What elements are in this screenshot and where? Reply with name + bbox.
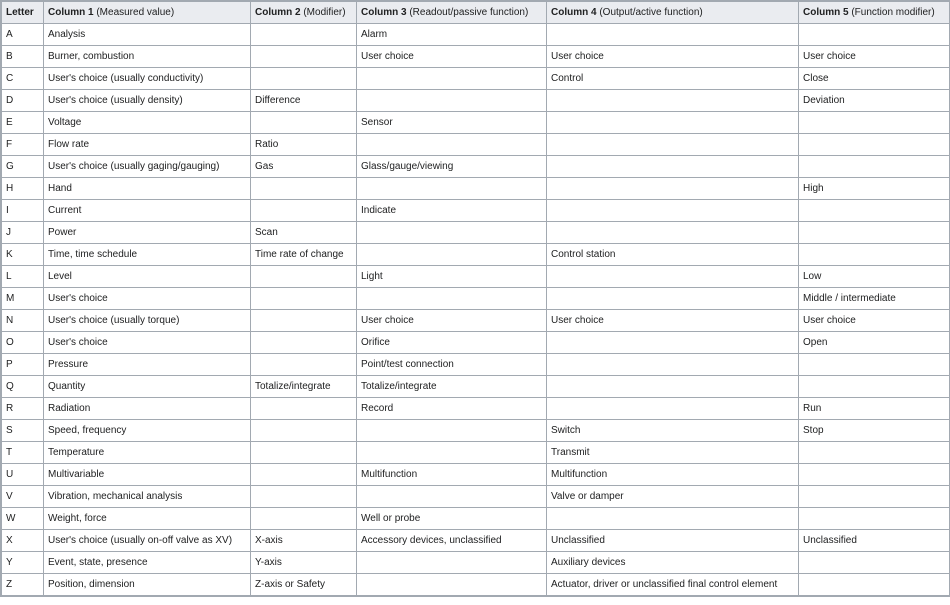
cell-readout-function xyxy=(357,68,547,90)
cell-modifier: Time rate of change xyxy=(251,244,357,266)
cell-measured-value: Weight, force xyxy=(44,508,251,530)
cell-function-modifier: User choice xyxy=(799,310,950,332)
cell-function-modifier xyxy=(799,244,950,266)
cell-function-modifier xyxy=(799,354,950,376)
cell-readout-function: Sensor xyxy=(357,112,547,134)
cell-modifier xyxy=(251,178,357,200)
cell-measured-value: Burner, combustion xyxy=(44,46,251,68)
cell-modifier xyxy=(251,442,357,464)
cell-measured-value: User's choice (usually on-off valve as XV) xyxy=(44,530,251,552)
table-row xyxy=(2,332,950,354)
cell-modifier xyxy=(251,200,357,222)
table-row xyxy=(2,112,950,134)
cell-function-modifier: Close xyxy=(799,68,950,90)
cell-modifier: X-axis xyxy=(251,530,357,552)
cell-letter: W xyxy=(2,508,44,530)
cell-function-modifier: High xyxy=(799,178,950,200)
table-row xyxy=(2,178,950,200)
cell-output-function: Unclassified xyxy=(547,530,799,552)
table-row xyxy=(2,156,950,178)
header-column-1[interactable]: Column 1 (Measured value) xyxy=(44,2,251,24)
cell-output-function xyxy=(547,376,799,398)
cell-function-modifier xyxy=(799,508,950,530)
cell-measured-value: Analysis xyxy=(44,24,251,46)
cell-letter: E xyxy=(2,112,44,134)
cell-readout-function: User choice xyxy=(357,46,547,68)
cell-output-function xyxy=(547,332,799,354)
header-column-4[interactable]: Column 4 (Output/active function) xyxy=(547,2,799,24)
cell-measured-value: Level xyxy=(44,266,251,288)
cell-readout-function: Record xyxy=(357,398,547,420)
cell-letter: G xyxy=(2,156,44,178)
cell-function-modifier xyxy=(799,552,950,574)
cell-readout-function: Well or probe xyxy=(357,508,547,530)
cell-measured-value: User's choice (usually torque) xyxy=(44,310,251,332)
cell-readout-function: Alarm xyxy=(357,24,547,46)
cell-readout-function: Totalize/integrate xyxy=(357,376,547,398)
cell-readout-function xyxy=(357,288,547,310)
table-row xyxy=(2,310,950,332)
cell-output-function xyxy=(547,288,799,310)
cell-function-modifier xyxy=(799,200,950,222)
cell-readout-function: Accessory devices, unclassified xyxy=(357,530,547,552)
cell-letter: N xyxy=(2,310,44,332)
cell-letter: J xyxy=(2,222,44,244)
cell-readout-function xyxy=(357,222,547,244)
table-row xyxy=(2,398,950,420)
cell-measured-value: Quantity xyxy=(44,376,251,398)
table-row xyxy=(2,134,950,156)
cell-function-modifier xyxy=(799,222,950,244)
cell-output-function: Valve or damper xyxy=(547,486,799,508)
cell-measured-value: Flow rate xyxy=(44,134,251,156)
cell-letter: K xyxy=(2,244,44,266)
table-row xyxy=(2,244,950,266)
table-row xyxy=(2,574,950,596)
cell-output-function: Auxiliary devices xyxy=(547,552,799,574)
cell-measured-value: User's choice (usually gaging/gauging) xyxy=(44,156,251,178)
cell-letter: X xyxy=(2,530,44,552)
cell-modifier xyxy=(251,68,357,90)
cell-function-modifier xyxy=(799,134,950,156)
cell-letter: L xyxy=(2,266,44,288)
table-row xyxy=(2,486,950,508)
cell-letter: C xyxy=(2,68,44,90)
cell-output-function: Multifunction xyxy=(547,464,799,486)
cell-measured-value: Position, dimension xyxy=(44,574,251,596)
cell-output-function xyxy=(547,222,799,244)
cell-letter: Z xyxy=(2,574,44,596)
cell-readout-function: Indicate xyxy=(357,200,547,222)
cell-letter: R xyxy=(2,398,44,420)
cell-output-function xyxy=(547,24,799,46)
cell-function-modifier xyxy=(799,112,950,134)
cell-function-modifier xyxy=(799,156,950,178)
table-row xyxy=(2,90,950,112)
table-row xyxy=(2,354,950,376)
cell-letter: I xyxy=(2,200,44,222)
cell-readout-function: User choice xyxy=(357,310,547,332)
cell-letter: T xyxy=(2,442,44,464)
cell-modifier xyxy=(251,464,357,486)
cell-modifier xyxy=(251,266,357,288)
cell-letter: U xyxy=(2,464,44,486)
cell-output-function xyxy=(547,266,799,288)
cell-modifier xyxy=(251,332,357,354)
cell-function-modifier xyxy=(799,24,950,46)
header-letter[interactable]: Letter xyxy=(2,2,44,24)
cell-measured-value: Power xyxy=(44,222,251,244)
cell-output-function xyxy=(547,134,799,156)
cell-letter: B xyxy=(2,46,44,68)
cell-function-modifier: Stop xyxy=(799,420,950,442)
table-body xyxy=(2,24,950,596)
table-row xyxy=(2,420,950,442)
cell-letter: P xyxy=(2,354,44,376)
cell-readout-function xyxy=(357,552,547,574)
instrument-letter-table xyxy=(1,1,950,596)
cell-measured-value: Event, state, presence xyxy=(44,552,251,574)
cell-readout-function xyxy=(357,486,547,508)
cell-output-function: User choice xyxy=(547,310,799,332)
cell-readout-function xyxy=(357,420,547,442)
cell-letter: A xyxy=(2,24,44,46)
cell-measured-value: Hand xyxy=(44,178,251,200)
cell-output-function xyxy=(547,200,799,222)
cell-function-modifier: Deviation xyxy=(799,90,950,112)
cell-output-function xyxy=(547,398,799,420)
cell-letter: F xyxy=(2,134,44,156)
cell-function-modifier: Open xyxy=(799,332,950,354)
table-row xyxy=(2,464,950,486)
cell-output-function: User choice xyxy=(547,46,799,68)
cell-measured-value: User's choice xyxy=(44,288,251,310)
cell-function-modifier xyxy=(799,486,950,508)
cell-measured-value: User's choice (usually conductivity) xyxy=(44,68,251,90)
cell-readout-function: Multifunction xyxy=(357,464,547,486)
cell-readout-function: Light xyxy=(357,266,547,288)
cell-function-modifier xyxy=(799,442,950,464)
cell-output-function xyxy=(547,508,799,530)
cell-letter: O xyxy=(2,332,44,354)
cell-modifier xyxy=(251,112,357,134)
cell-output-function: Control xyxy=(547,68,799,90)
cell-output-function xyxy=(547,156,799,178)
cell-readout-function: Orifice xyxy=(357,332,547,354)
cell-modifier xyxy=(251,420,357,442)
header-column-5[interactable]: Column 5 (Function modifier) xyxy=(799,2,950,24)
cell-function-modifier: Unclassified xyxy=(799,530,950,552)
cell-modifier: Ratio xyxy=(251,134,357,156)
cell-letter: M xyxy=(2,288,44,310)
cell-measured-value: Vibration, mechanical analysis xyxy=(44,486,251,508)
cell-measured-value: Current xyxy=(44,200,251,222)
cell-output-function: Transmit xyxy=(547,442,799,464)
cell-letter: Y xyxy=(2,552,44,574)
cell-modifier xyxy=(251,310,357,332)
cell-readout-function xyxy=(357,244,547,266)
cell-modifier: Gas xyxy=(251,156,357,178)
cell-measured-value: Time, time schedule xyxy=(44,244,251,266)
cell-measured-value: Temperature xyxy=(44,442,251,464)
cell-output-function xyxy=(547,178,799,200)
cell-readout-function xyxy=(357,90,547,112)
cell-readout-function: Point/test connection xyxy=(357,354,547,376)
cell-modifier: Y-axis xyxy=(251,552,357,574)
cell-modifier xyxy=(251,508,357,530)
cell-measured-value: Pressure xyxy=(44,354,251,376)
cell-readout-function xyxy=(357,442,547,464)
cell-output-function: Switch xyxy=(547,420,799,442)
table-row xyxy=(2,376,950,398)
cell-letter: Q xyxy=(2,376,44,398)
cell-modifier xyxy=(251,24,357,46)
cell-measured-value: Speed, frequency xyxy=(44,420,251,442)
cell-output-function: Control station xyxy=(547,244,799,266)
cell-measured-value: User's choice xyxy=(44,332,251,354)
cell-readout-function xyxy=(357,134,547,156)
header-column-2[interactable]: Column 2 (Modifier) xyxy=(251,2,357,24)
cell-function-modifier: Run xyxy=(799,398,950,420)
table-row xyxy=(2,442,950,464)
table-row xyxy=(2,552,950,574)
cell-measured-value: Multivariable xyxy=(44,464,251,486)
cell-function-modifier xyxy=(799,464,950,486)
table-row xyxy=(2,24,950,46)
table-row xyxy=(2,222,950,244)
cell-output-function xyxy=(547,90,799,112)
cell-readout-function: Glass/gauge/viewing xyxy=(357,156,547,178)
cell-modifier: Totalize/integrate xyxy=(251,376,357,398)
cell-modifier: Z-axis or Safety xyxy=(251,574,357,596)
cell-output-function: Actuator, driver or unclassified final control element xyxy=(547,574,799,596)
cell-modifier xyxy=(251,354,357,376)
cell-measured-value: User's choice (usually density) xyxy=(44,90,251,112)
cell-modifier: Difference xyxy=(251,90,357,112)
cell-readout-function xyxy=(357,178,547,200)
cell-function-modifier xyxy=(799,376,950,398)
header-row xyxy=(2,2,950,24)
cell-function-modifier xyxy=(799,574,950,596)
header-column-3[interactable]: Column 3 (Readout/passive function) xyxy=(357,2,547,24)
table-row xyxy=(2,266,950,288)
cell-modifier xyxy=(251,486,357,508)
table-row xyxy=(2,68,950,90)
cell-readout-function xyxy=(357,574,547,596)
table-row xyxy=(2,288,950,310)
table-row xyxy=(2,200,950,222)
cell-letter: V xyxy=(2,486,44,508)
cell-measured-value: Radiation xyxy=(44,398,251,420)
table-row xyxy=(2,46,950,68)
cell-function-modifier: Low xyxy=(799,266,950,288)
cell-letter: S xyxy=(2,420,44,442)
cell-measured-value: Voltage xyxy=(44,112,251,134)
cell-modifier xyxy=(251,288,357,310)
cell-letter: H xyxy=(2,178,44,200)
cell-function-modifier: Middle / intermediate xyxy=(799,288,950,310)
cell-output-function xyxy=(547,354,799,376)
table-row xyxy=(2,530,950,552)
cell-output-function xyxy=(547,112,799,134)
cell-modifier xyxy=(251,398,357,420)
cell-letter: D xyxy=(2,90,44,112)
cell-function-modifier: User choice xyxy=(799,46,950,68)
cell-modifier: Scan xyxy=(251,222,357,244)
table-row xyxy=(2,508,950,530)
cell-modifier xyxy=(251,46,357,68)
